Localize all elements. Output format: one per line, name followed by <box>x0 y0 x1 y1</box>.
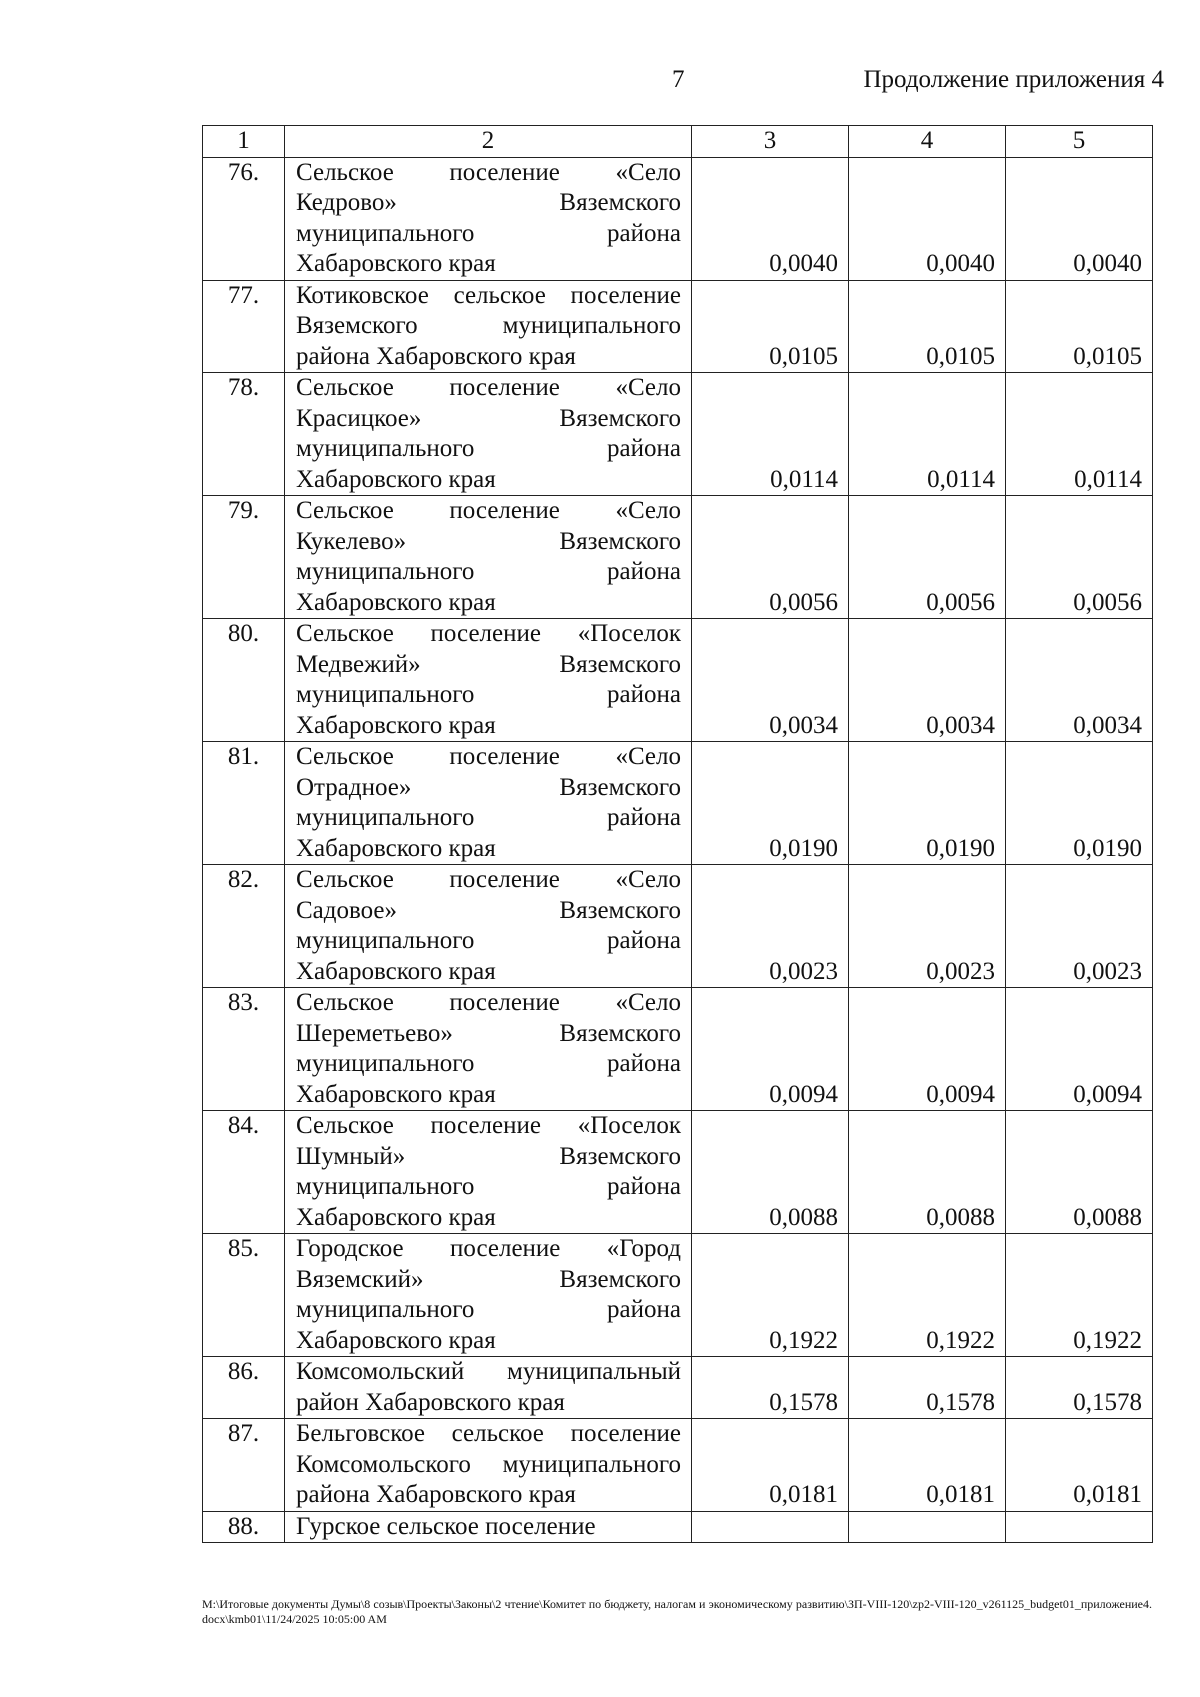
value-col3-cell: 0,0190 <box>692 742 849 865</box>
value-col4-cell: 0,0105 <box>849 280 1006 373</box>
table-row <box>203 496 1153 619</box>
municipality-name-cell: Сельское поселение «Село Красицкое» Вяземского муниципального района Хабаровского края <box>285 373 692 496</box>
row-number-cell: 83. <box>203 988 285 1111</box>
value-col4-cell: 0,0056 <box>849 496 1006 619</box>
value-col4-cell: 0,0094 <box>849 988 1006 1111</box>
value-col3-cell: 0,0114 <box>692 373 849 496</box>
column-header-4: 4 <box>849 126 1006 158</box>
municipality-name-cell: Городское поселение «Город Вяземский» Вяземского муниципального района Хабаровского края <box>285 1234 692 1357</box>
allocation-table <box>202 125 1153 1543</box>
row-number-cell: 85. <box>203 1234 285 1357</box>
row-number-cell: 78. <box>203 373 285 496</box>
value-col3-cell: 0,0088 <box>692 1111 849 1234</box>
table-row <box>203 865 1153 988</box>
column-header-3: 3 <box>692 126 849 158</box>
row-number-cell: 81. <box>203 742 285 865</box>
table-body <box>203 126 1153 1543</box>
value-col4-cell: 0,0181 <box>849 1419 1006 1512</box>
value-col5-cell: 0,0181 <box>1006 1419 1153 1512</box>
municipality-name-cell: Сельское поселение «Поселок Шумный» Вяземского муниципального района Хабаровского края <box>285 1111 692 1234</box>
column-header-5: 5 <box>1006 126 1153 158</box>
table-row <box>203 1234 1153 1357</box>
value-col3-cell: 0,1922 <box>692 1234 849 1357</box>
value-col3-cell: 0,0105 <box>692 280 849 373</box>
row-number-cell: 84. <box>203 1111 285 1234</box>
row-number-cell: 79. <box>203 496 285 619</box>
value-col3-cell: 0,0034 <box>692 619 849 742</box>
value-col4-cell <box>849 1511 1006 1543</box>
value-col3-cell: 0,0094 <box>692 988 849 1111</box>
value-col5-cell: 0,0034 <box>1006 619 1153 742</box>
value-col4-cell: 0,0040 <box>849 157 1006 280</box>
value-col4-cell: 0,1578 <box>849 1357 1006 1419</box>
value-col5-cell: 0,1922 <box>1006 1234 1153 1357</box>
value-col5-cell: 0,0114 <box>1006 373 1153 496</box>
value-col5-cell: 0,1578 <box>1006 1357 1153 1419</box>
allocation-table-wrapper <box>202 125 1152 1543</box>
value-col3-cell: 0,0056 <box>692 496 849 619</box>
column-number-row <box>203 126 1153 158</box>
continuation-heading: Продолжение приложения 4 <box>863 66 1164 93</box>
row-number-cell: 76. <box>203 157 285 280</box>
value-col5-cell: 0,0056 <box>1006 496 1153 619</box>
municipality-name-cell: Сельское поселение «Поселок Медвежий» Вяземского муниципального района Хабаровского края <box>285 619 692 742</box>
row-number-cell: 87. <box>203 1419 285 1512</box>
table-row <box>203 988 1153 1111</box>
municipality-name-cell: Гурское сельское поселение <box>285 1511 692 1543</box>
municipality-name-cell: Комсомольский муниципальный район Хабаровского края <box>285 1357 692 1419</box>
value-col3-cell: 0,0181 <box>692 1419 849 1512</box>
row-number-cell: 77. <box>203 280 285 373</box>
value-col5-cell: 0,0105 <box>1006 280 1153 373</box>
table-row <box>203 1419 1153 1512</box>
value-col5-cell: 0,0094 <box>1006 988 1153 1111</box>
value-col4-cell: 0,1922 <box>849 1234 1006 1357</box>
municipality-name-cell: Сельское поселение «Село Кукелево» Вяземского муниципального района Хабаровского края <box>285 496 692 619</box>
column-header-2: 2 <box>285 126 692 158</box>
value-col3-cell: 0,1578 <box>692 1357 849 1419</box>
value-col5-cell: 0,0088 <box>1006 1111 1153 1234</box>
row-number-cell: 80. <box>203 619 285 742</box>
municipality-name-cell: Сельское поселение «Село Шереметьево» Вяземского муниципального района Хабаровского края <box>285 988 692 1111</box>
page-number: 7 <box>672 66 685 93</box>
municipality-name-cell: Сельское поселение «Село Кедрово» Вяземского муниципального района Хабаровского края <box>285 157 692 280</box>
value-col4-cell: 0,0088 <box>849 1111 1006 1234</box>
value-col3-cell: 0,0040 <box>692 157 849 280</box>
table-row <box>203 619 1153 742</box>
value-col5-cell: 0,0040 <box>1006 157 1153 280</box>
value-col5-cell <box>1006 1511 1153 1543</box>
row-number-cell: 88. <box>203 1511 285 1543</box>
municipality-name-cell: Бельговское сельское поселение Комсомольского муниципального района Хабаровского края <box>285 1419 692 1512</box>
municipality-name-cell: Сельское поселение «Село Садовое» Вяземского муниципального района Хабаровского края <box>285 865 692 988</box>
row-number-cell: 86. <box>203 1357 285 1419</box>
municipality-name-cell: Котиковское сельское поселение Вяземского муниципального района Хабаровского края <box>285 280 692 373</box>
table-row <box>203 280 1153 373</box>
table-row <box>203 373 1153 496</box>
document-file-path: М:\Итоговые документы Думы\8 созыв\Проекты\Законы\2 чтение\Комитет по бюджету, налогам и экономическому развитию\ЗП-VIII-120\zp2-VIII-120_v261125_budget01_приложение4.docx\kmb01\11/24/2025 10:05:00 AM <box>202 1597 1152 1626</box>
municipality-name-cell: Сельское поселение «Село Отрадное» Вяземского муниципального района Хабаровского края <box>285 742 692 865</box>
value-col4-cell: 0,0114 <box>849 373 1006 496</box>
row-number-cell: 82. <box>203 865 285 988</box>
value-col5-cell: 0,0190 <box>1006 742 1153 865</box>
table-row <box>203 1511 1153 1543</box>
value-col5-cell: 0,0023 <box>1006 865 1153 988</box>
value-col4-cell: 0,0190 <box>849 742 1006 865</box>
value-col3-cell <box>692 1511 849 1543</box>
table-row <box>203 157 1153 280</box>
column-header-1: 1 <box>203 126 285 158</box>
value-col3-cell: 0,0023 <box>692 865 849 988</box>
table-row <box>203 1111 1153 1234</box>
value-col4-cell: 0,0034 <box>849 619 1006 742</box>
table-row <box>203 742 1153 865</box>
table-row <box>203 1357 1153 1419</box>
value-col4-cell: 0,0023 <box>849 865 1006 988</box>
